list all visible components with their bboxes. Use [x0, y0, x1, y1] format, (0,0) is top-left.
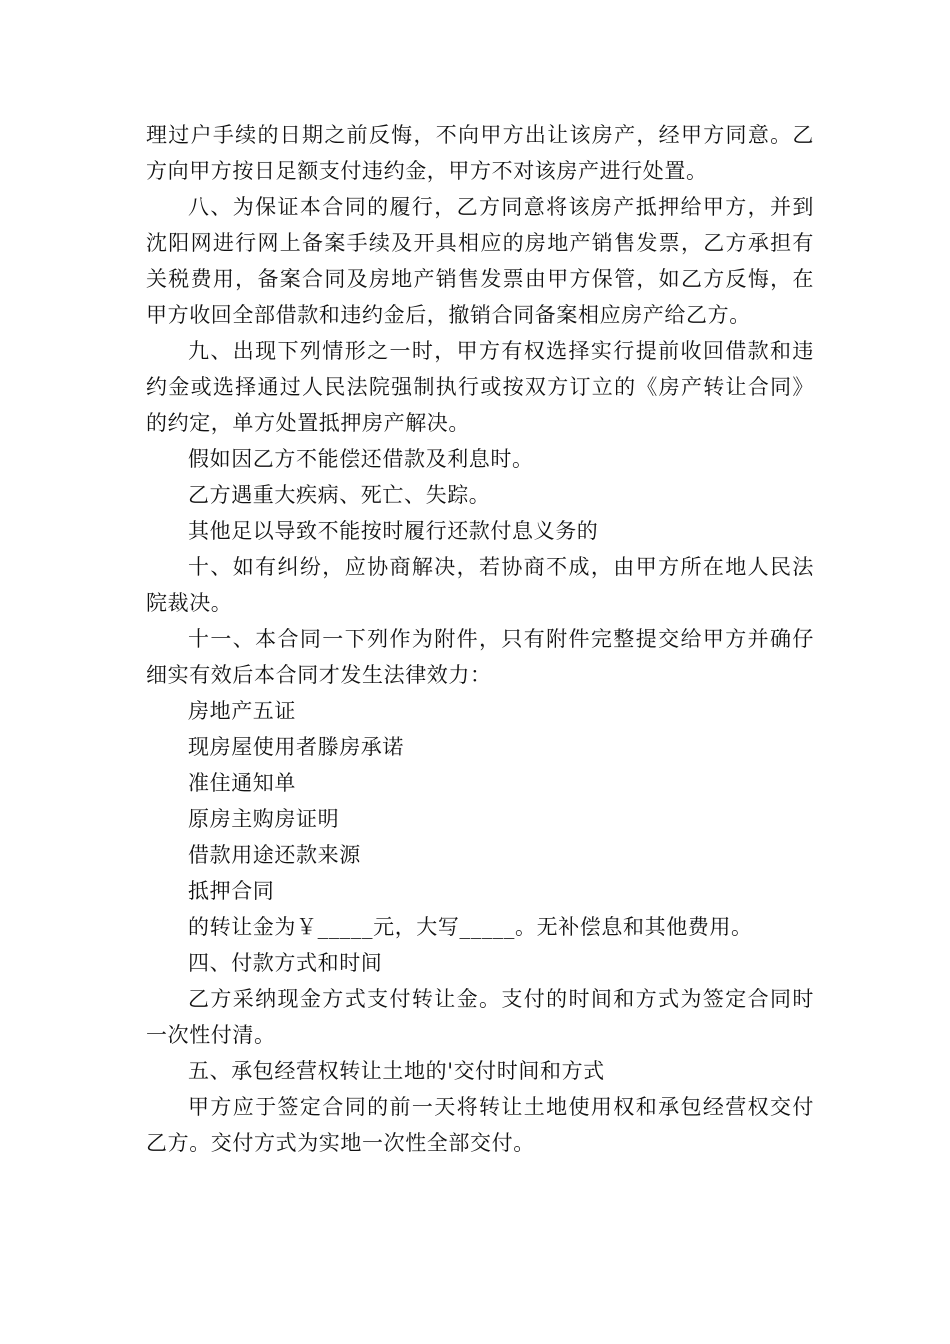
- section-4-heading: 四、付款方式和时间: [188, 951, 383, 975]
- clause-11: 十一、本合同一下列作为附件，只有附件完整提交给甲方并确仔细实有效后本合同才发生法律效力：: [146, 627, 814, 687]
- clause-9-item-3: 其他足以导致不能按时履行还款付息义务的: [188, 519, 599, 543]
- attachment-item-5: 借款用途还款来源: [188, 843, 361, 867]
- clause-8: 八、为保证本合同的履行，乙方同意将该房产抵押给甲方，并到沈阳网进行网上备案手续及开具相应的房地产销售发票，乙方承担有关税费用，备案合同及房地产销售发票由甲方保管，如乙方反悔，在甲方收回全部借款和违约金后，撤销合同备案相应房产给乙方。: [146, 195, 814, 327]
- section-5-body: 甲方应于签定合同的前一天将转让土地使用权和承包经营权交付乙方。交付方式为实地一次性全部交付。: [146, 1095, 814, 1155]
- attachment-item-3: 准住通知单: [188, 771, 296, 795]
- section-4-body: 乙方采纳现金方式支付转让金。支付的时间和方式为签定合同时一次性付清。: [146, 987, 814, 1047]
- clause-9-item-1: 假如因乙方不能偿还借款及利息时。: [188, 447, 534, 471]
- section-5-heading: 五、承包经营权转让土地的'交付时间和方式: [188, 1059, 605, 1083]
- attachment-item-4: 原房主购房证明: [188, 807, 340, 831]
- clause-9: 九、出现下列情形之一时，甲方有权选择实行提前收回借款和违约金或选择通过人民法院强制执行或按双方订立的《房产转让合同》的约定，单方处置抵押房产解决。: [146, 339, 814, 435]
- clause-10: 十、如有纠纷，应协商解决，若协商不成，由甲方所在地人民法院裁决。: [146, 555, 814, 615]
- attachment-item-2: 现房屋使用者滕房承诺: [188, 735, 404, 759]
- attachment-item-1: 房地产五证: [188, 699, 296, 723]
- transfer-fee-line: 的转让金为￥_____元，大写_____。无补偿息和其他费用。: [188, 915, 753, 939]
- clause-9-item-2: 乙方遇重大疾病、死亡、失踪。: [188, 483, 491, 507]
- attachment-item-6: 抵押合同: [188, 879, 275, 903]
- document-body: [146, 117, 814, 1161]
- paragraph-continuation: 理过户手续的日期之前反悔，不向甲方出让该房产，经甲方同意。乙方向甲方按日足额支付违约金，甲方不对该房产进行处置。: [146, 123, 814, 183]
